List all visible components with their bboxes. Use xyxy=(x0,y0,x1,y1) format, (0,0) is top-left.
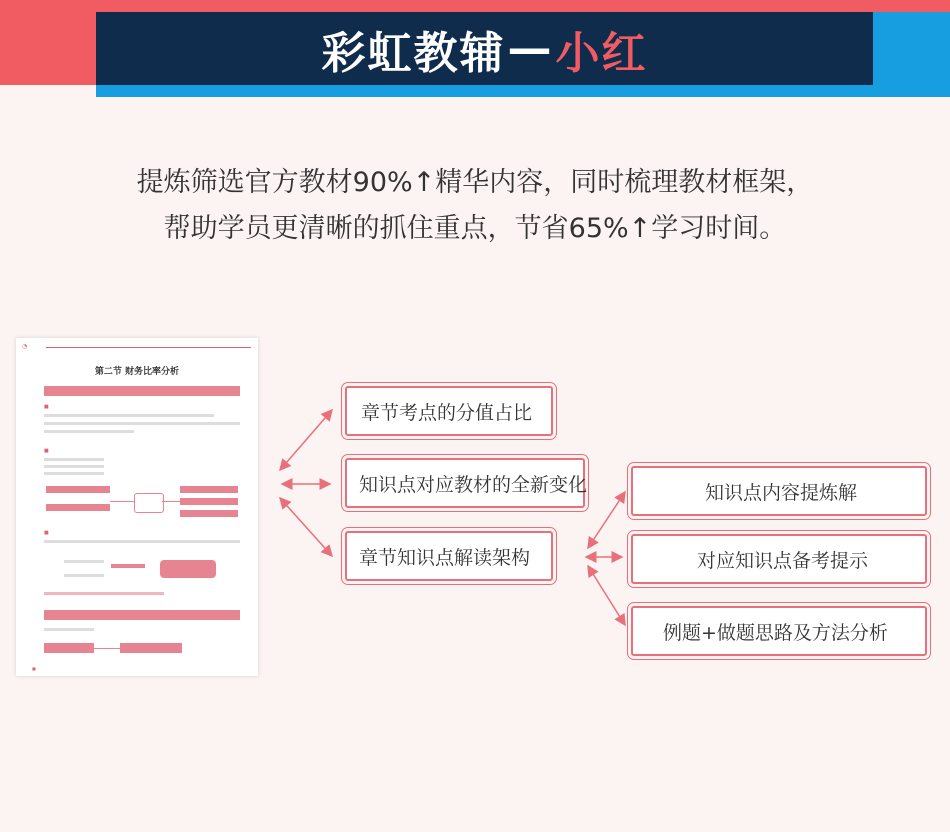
doc-logo-icon: ◔ xyxy=(22,343,28,350)
arrow-to-right-1 xyxy=(588,492,625,548)
label-text: 对应知识点备考提示 xyxy=(697,549,869,572)
label-text: 章节知识点解读架构 xyxy=(359,546,531,569)
label-textbook-changes xyxy=(345,458,588,508)
label-content-refinement xyxy=(631,466,927,516)
label-text: 知识点对应教材的全新变化 xyxy=(359,473,588,496)
arrow-to-label-1 xyxy=(280,410,332,470)
label-knowledge-framework xyxy=(345,531,553,581)
label-text: 例题+做题思路及方法分析 xyxy=(663,621,888,644)
arrow-to-label-3 xyxy=(280,498,332,556)
doc-heading: 第二节 财务比率分析 xyxy=(94,367,180,377)
title-dash: — xyxy=(507,23,554,74)
label-score-proportion xyxy=(345,386,553,436)
label-text: 知识点内容提炼解 xyxy=(705,481,858,504)
arrow-to-right-3 xyxy=(588,566,625,625)
doc-subheading-mark: ■ xyxy=(44,404,49,410)
doc-subheading-mark: ■ xyxy=(44,448,49,454)
label-text: 章节考点的分值占比 xyxy=(361,401,533,424)
intro-line-2: 帮助学员更清晰的抓住重点，节省65%↑学习时间。 xyxy=(163,213,787,244)
title-main: 彩虹教辅 xyxy=(321,27,506,79)
label-exam-tips xyxy=(631,534,927,584)
label-example-analysis xyxy=(631,606,927,656)
doc-subheading-mark: ■ xyxy=(44,530,49,536)
intro-line-1: 提炼筛选官方教材90%↑精华内容，同时梳理教材框架， xyxy=(136,167,814,198)
title-accent: 小红 xyxy=(555,27,648,79)
doc-page-number-mark: ■ xyxy=(32,666,36,671)
